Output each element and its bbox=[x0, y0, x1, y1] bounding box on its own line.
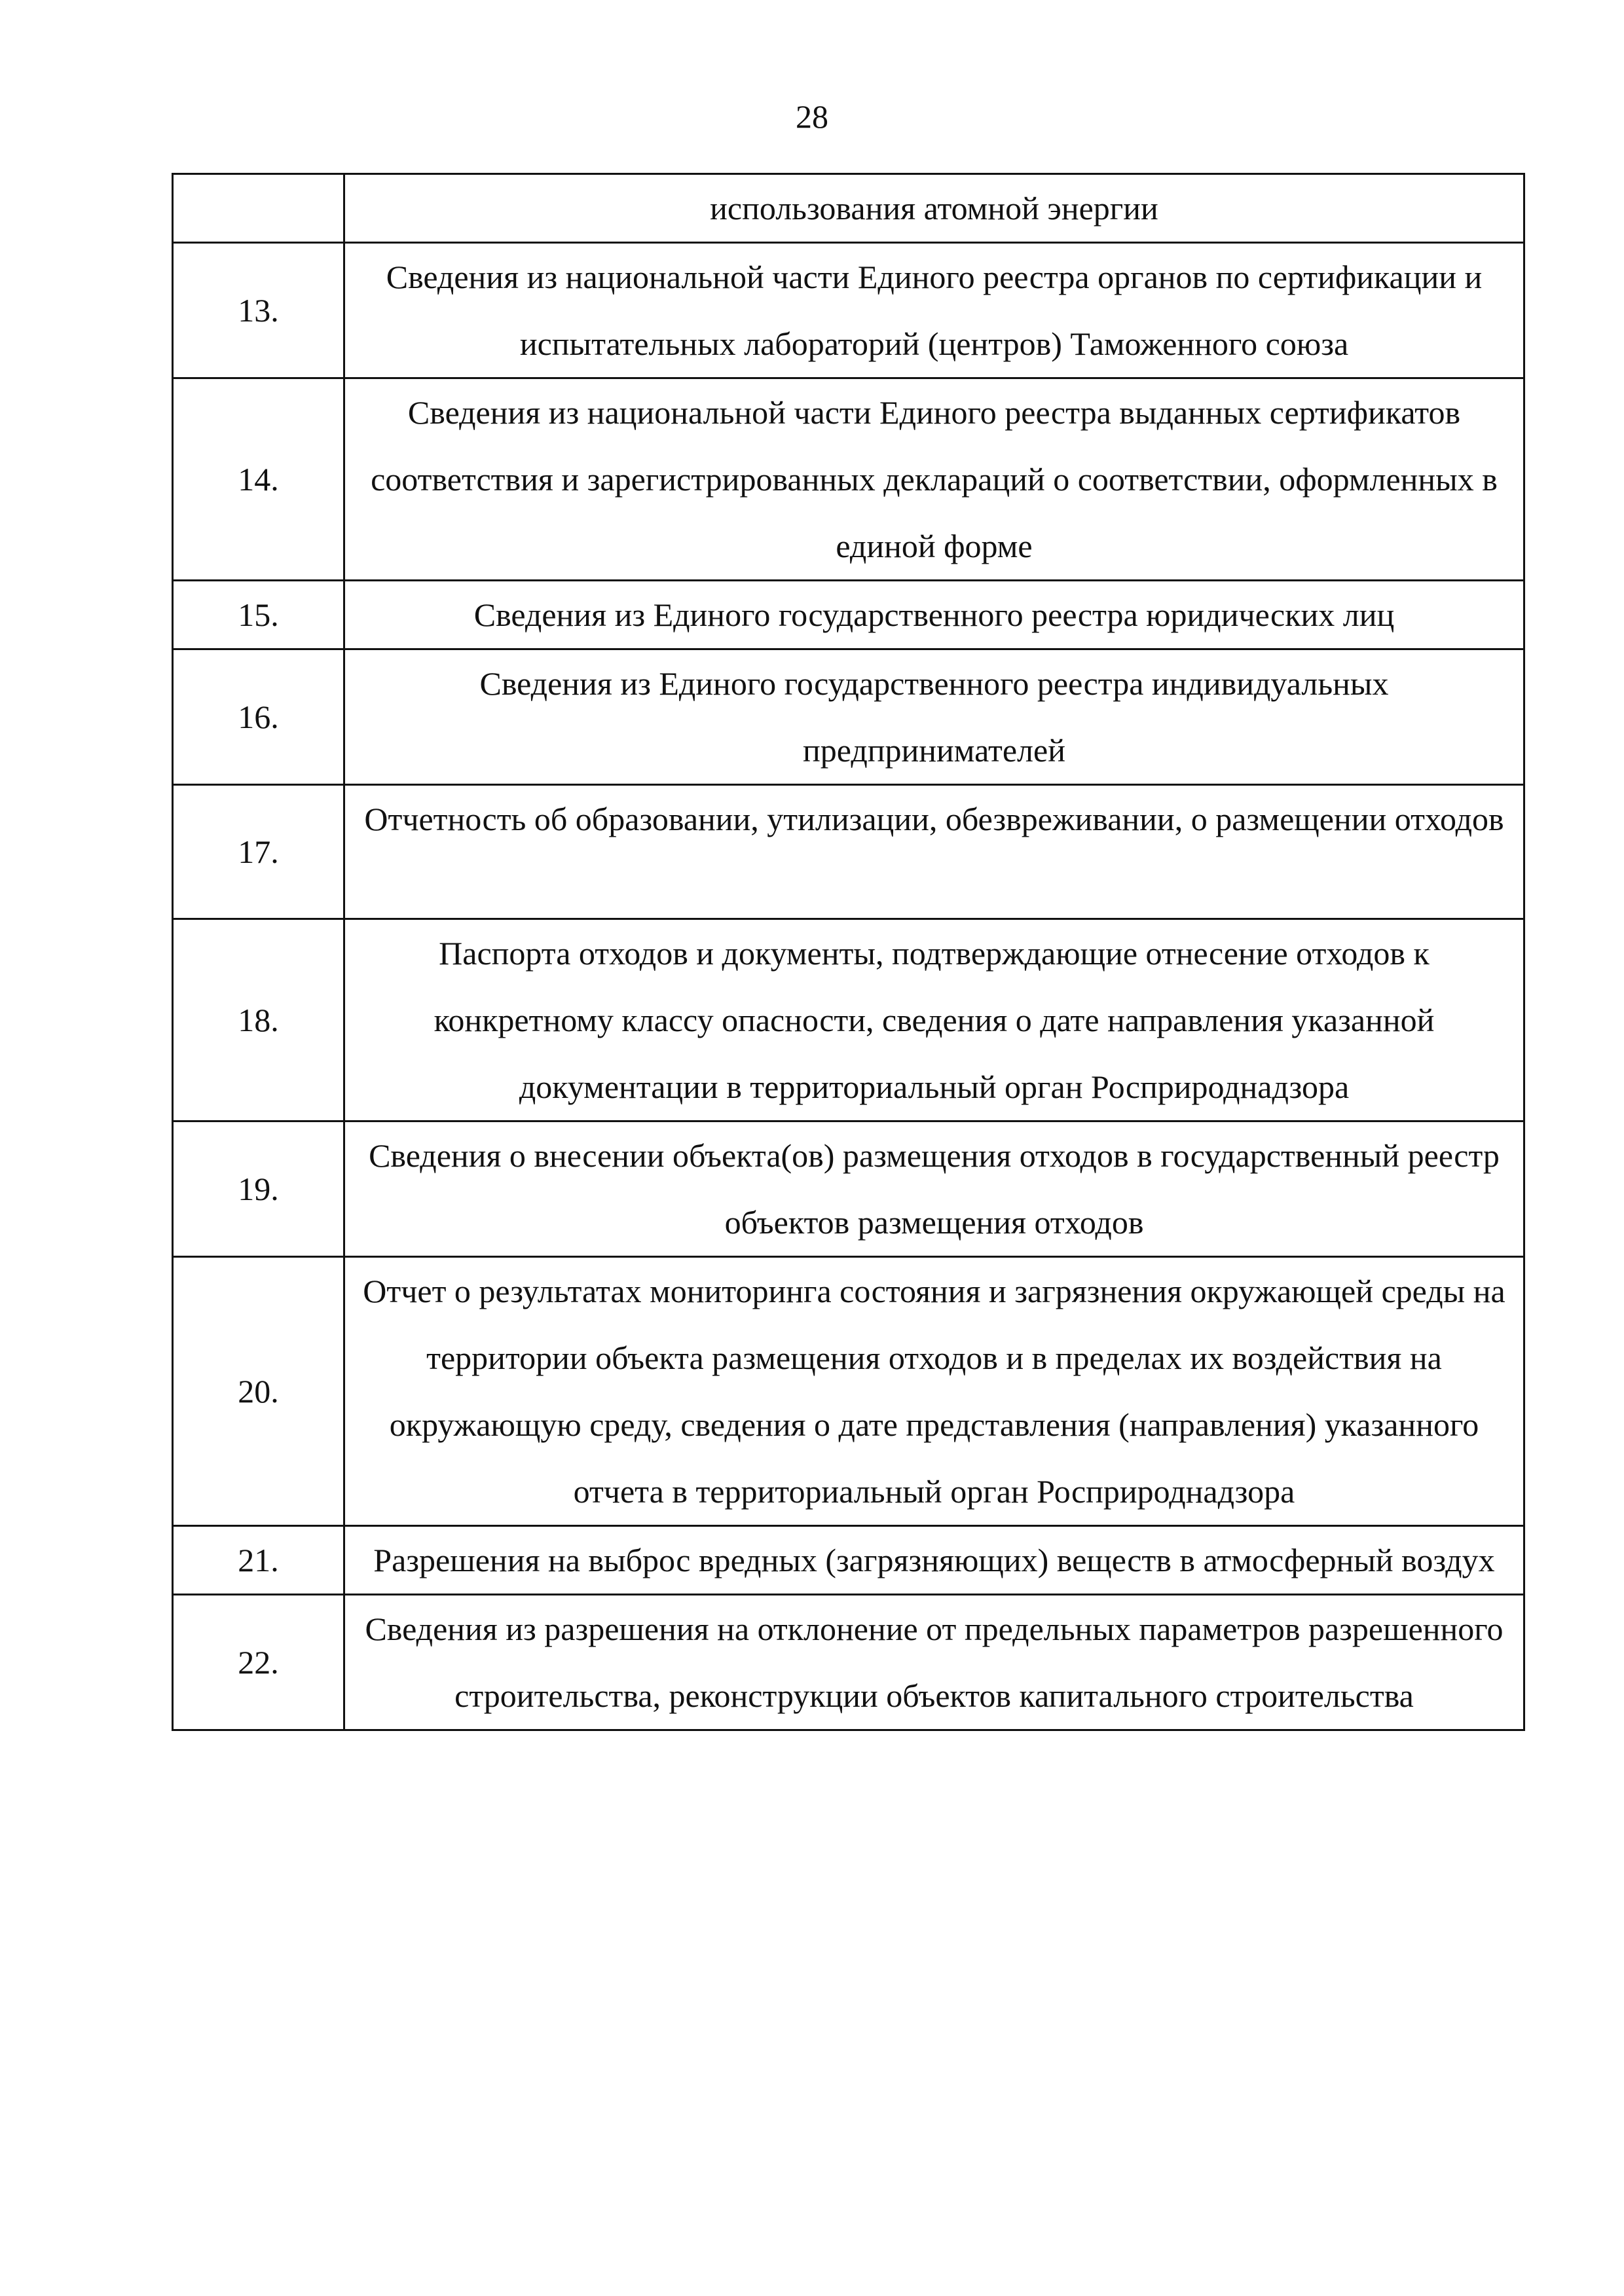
row-number: 20. bbox=[173, 1257, 344, 1526]
table-row bbox=[173, 649, 1524, 785]
table-row bbox=[173, 1121, 1524, 1257]
row-text: Отчет о результатах мониторинга состояния и загрязнения окружающей среды на территории объекта размещения отходов и в пределах их воздействия на окружающую среду, сведения о дате представления (направления) указанного отчета в территориальный орган Росприроднадзора bbox=[344, 1257, 1524, 1526]
table-row bbox=[173, 581, 1524, 649]
table-row bbox=[173, 1595, 1524, 1730]
row-number: 19. bbox=[173, 1121, 344, 1257]
row-number: 15. bbox=[173, 581, 344, 649]
table-row bbox=[173, 243, 1524, 378]
table-row bbox=[173, 785, 1524, 919]
row-text: использования атомной энергии bbox=[344, 174, 1524, 243]
row-text: Разрешения на выброс вредных (загрязняющих) веществ в атмосферный воздух bbox=[344, 1526, 1524, 1595]
row-number: 14. bbox=[173, 378, 344, 581]
row-text: Сведения из национальной части Единого реестра органов по сертификации и испытательных лабораторий (центров) Таможенного союза bbox=[344, 243, 1524, 378]
document-table bbox=[172, 173, 1525, 1731]
row-number: 16. bbox=[173, 649, 344, 785]
row-text: Сведения из разрешения на отклонение от предельных параметров разрешенного строительства, реконструкции объектов капитального строительства bbox=[344, 1595, 1524, 1730]
table-row bbox=[173, 1257, 1524, 1526]
row-number: 21. bbox=[173, 1526, 344, 1595]
row-number: 17. bbox=[173, 785, 344, 919]
row-text: Сведения из Единого государственного реестра индивидуальных предпринимателей bbox=[344, 649, 1524, 785]
row-text: Сведения о внесении объекта(ов) размещения отходов в государственный реестр объектов размещения отходов bbox=[344, 1121, 1524, 1257]
table-row bbox=[173, 378, 1524, 581]
table-row bbox=[173, 919, 1524, 1121]
row-text: Отчетность об образовании, утилизации, обезвреживании, о размещении отходов bbox=[344, 785, 1524, 919]
table-row bbox=[173, 174, 1524, 243]
row-text: Паспорта отходов и документы, подтверждающие отнесение отходов к конкретному классу опасности, сведения о дате направления указанной документации в территориальный орган Росприроднадзора bbox=[344, 919, 1524, 1121]
row-number: 18. bbox=[173, 919, 344, 1121]
row-text: Сведения из национальной части Единого реестра выданных сертификатов соответствия и зарегистрированных деклараций о соответствии, оформленных в единой форме bbox=[344, 378, 1524, 581]
row-text: Сведения из Единого государственного реестра юридических лиц bbox=[344, 581, 1524, 649]
table-row bbox=[173, 1526, 1524, 1595]
page-number: 28 bbox=[796, 98, 828, 135]
row-number bbox=[173, 174, 344, 243]
row-number: 13. bbox=[173, 243, 344, 378]
row-number: 22. bbox=[173, 1595, 344, 1730]
